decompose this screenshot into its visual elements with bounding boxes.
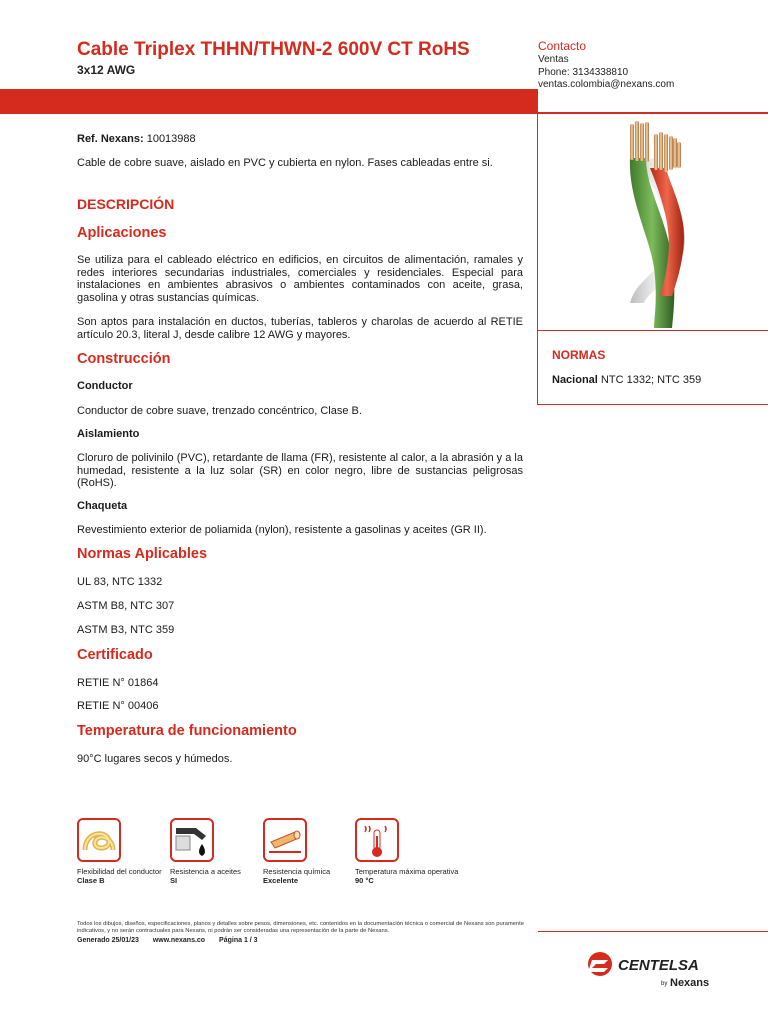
chemical-resistance-icon: [263, 818, 307, 862]
temperature-name: Temperatura máxima operativa: [355, 867, 459, 876]
section-construccion: Construcción: [77, 351, 171, 367]
cable-image: [610, 118, 706, 328]
chemical-resistance-value: Excelente: [263, 876, 299, 885]
norma-item: ASTM B3, NTC 359: [77, 624, 175, 636]
temperature-icon: [355, 818, 399, 862]
chemical-resistance-label: [263, 867, 330, 885]
normas-title: NORMAS: [552, 348, 606, 362]
oil-resistance-name: Resistencia a aceites: [170, 867, 241, 876]
flexibility-label: [77, 867, 162, 885]
norma-item: ASTM B8, NTC 307: [77, 600, 175, 612]
flexibility-name: Flexibilidad del conductor: [77, 867, 162, 876]
chaqueta-text: Revestimiento exterior de poliamida (nylon), resistente a gasolinas y aceites (GR II).: [77, 524, 487, 536]
footer-meta: [77, 937, 270, 944]
chemical-resistance-name: Resistencia química: [263, 867, 331, 876]
centelsa-logo: [586, 950, 726, 990]
contact-email[interactable]: ventas.colombia@nexans.com: [538, 79, 675, 90]
temperatura-text: 90°C lugares secos y húmedos.: [77, 753, 233, 765]
contact-title: Contacto: [538, 39, 587, 53]
ref-label: Ref. Nexans:: [77, 133, 144, 145]
footer-page: Página 1 / 3: [219, 937, 258, 944]
section-normas-aplicables: Normas Aplicables: [77, 546, 208, 562]
logo-brand: CENTELSA: [618, 957, 699, 974]
footer-generated: Generado 25/01/23: [77, 937, 139, 944]
ref-value: 10013988: [146, 133, 196, 145]
contact-dept: Ventas: [538, 54, 569, 65]
page-subtitle: 3x12 AWG: [77, 63, 136, 77]
footer-red-rule: [538, 931, 768, 932]
certificado-item: RETIE N° 01864: [77, 677, 159, 689]
contact-phone: Phone: 3134338810: [538, 66, 629, 78]
certificado-item: RETIE N° 00406: [77, 700, 159, 712]
contact-block: [538, 39, 674, 92]
footer-website[interactable]: www.nexans.co: [152, 937, 206, 944]
page-title: Cable Triplex THHN/THWN-2 600V CT RoHS: [77, 39, 470, 60]
aplicaciones-text-2: Son aptos para instalación en ductos, tuberías, tableros y charolas de acuerdo al RETIE artículo 20.3, literal J, desde calibre 12 AWG y mayores.: [77, 316, 523, 341]
chaqueta-title: Chaqueta: [77, 500, 128, 512]
section-descripcion: DESCRIPCIÓN: [77, 196, 175, 212]
flexibility-icon: [77, 818, 121, 862]
aislamiento-title: Aislamiento: [77, 428, 140, 440]
conductor-text: Conductor de cobre suave, trenzado concéntrico, Clase B.: [77, 405, 362, 417]
aplicaciones-text-1: Se utiliza para el cableado eléctrico en edificios, en circuitos de alimentación, ramales y redes interiores secundarias industriales, comerciales y residenciales. Especial para instalaciones en ambientes abrasivos o ambientes contaminados con aceite, grasa, gasolina y otras sustancias químicas.: [77, 254, 523, 304]
section-aplicaciones: Aplicaciones: [77, 225, 167, 241]
aislamiento-text: Cloruro de polivinilo (PVC), retardante de llama (FR), resistente al calor, a la abrasión y a la humedad, resistente a la luz solar (SR) en color negro, libre de sustancias peligrosas (RoHS).: [77, 452, 523, 489]
oil-resistance-label: [170, 867, 241, 885]
ref-line: [77, 133, 523, 146]
temperature-value: 90 °C: [355, 876, 374, 885]
summary-text: Cable de cobre suave, aislado en PVC y cubierta en nylon. Fases cableadas entre si.: [77, 157, 493, 169]
section-temperatura: Temperatura de funcionamiento: [77, 723, 297, 739]
sidebar-divider: [537, 330, 768, 331]
conductor-title: Conductor: [77, 380, 133, 392]
logo-partner: Nexans: [670, 977, 710, 989]
logo-by: by: [661, 981, 668, 987]
normas-label: Nacional: [552, 374, 598, 386]
normas-line: [552, 374, 701, 386]
flexibility-value: Clase B: [77, 876, 105, 885]
temperature-label: [355, 867, 458, 885]
centelsa-mark-icon: [588, 952, 612, 976]
disclaimer-text: Todos los dibujos, diseños, especificaciones, planos y detalles sobre pesos, dimensiones, etc. contenidos en la documentación técnica o comercial de Nexans son puramente indicativos, y no serán contractuales para Nexans, ni podrán ser consideradas una representación de la parte de Nexans.: [77, 921, 524, 934]
normas-value: NTC 1332; NTC 359: [600, 374, 702, 386]
section-certificado: Certificado: [77, 647, 153, 663]
norma-item: UL 83, NTC 1332: [77, 576, 163, 588]
header-red-bar: [0, 89, 538, 114]
oil-resistance-icon: [170, 818, 214, 862]
oil-resistance-value: SI: [170, 876, 178, 885]
